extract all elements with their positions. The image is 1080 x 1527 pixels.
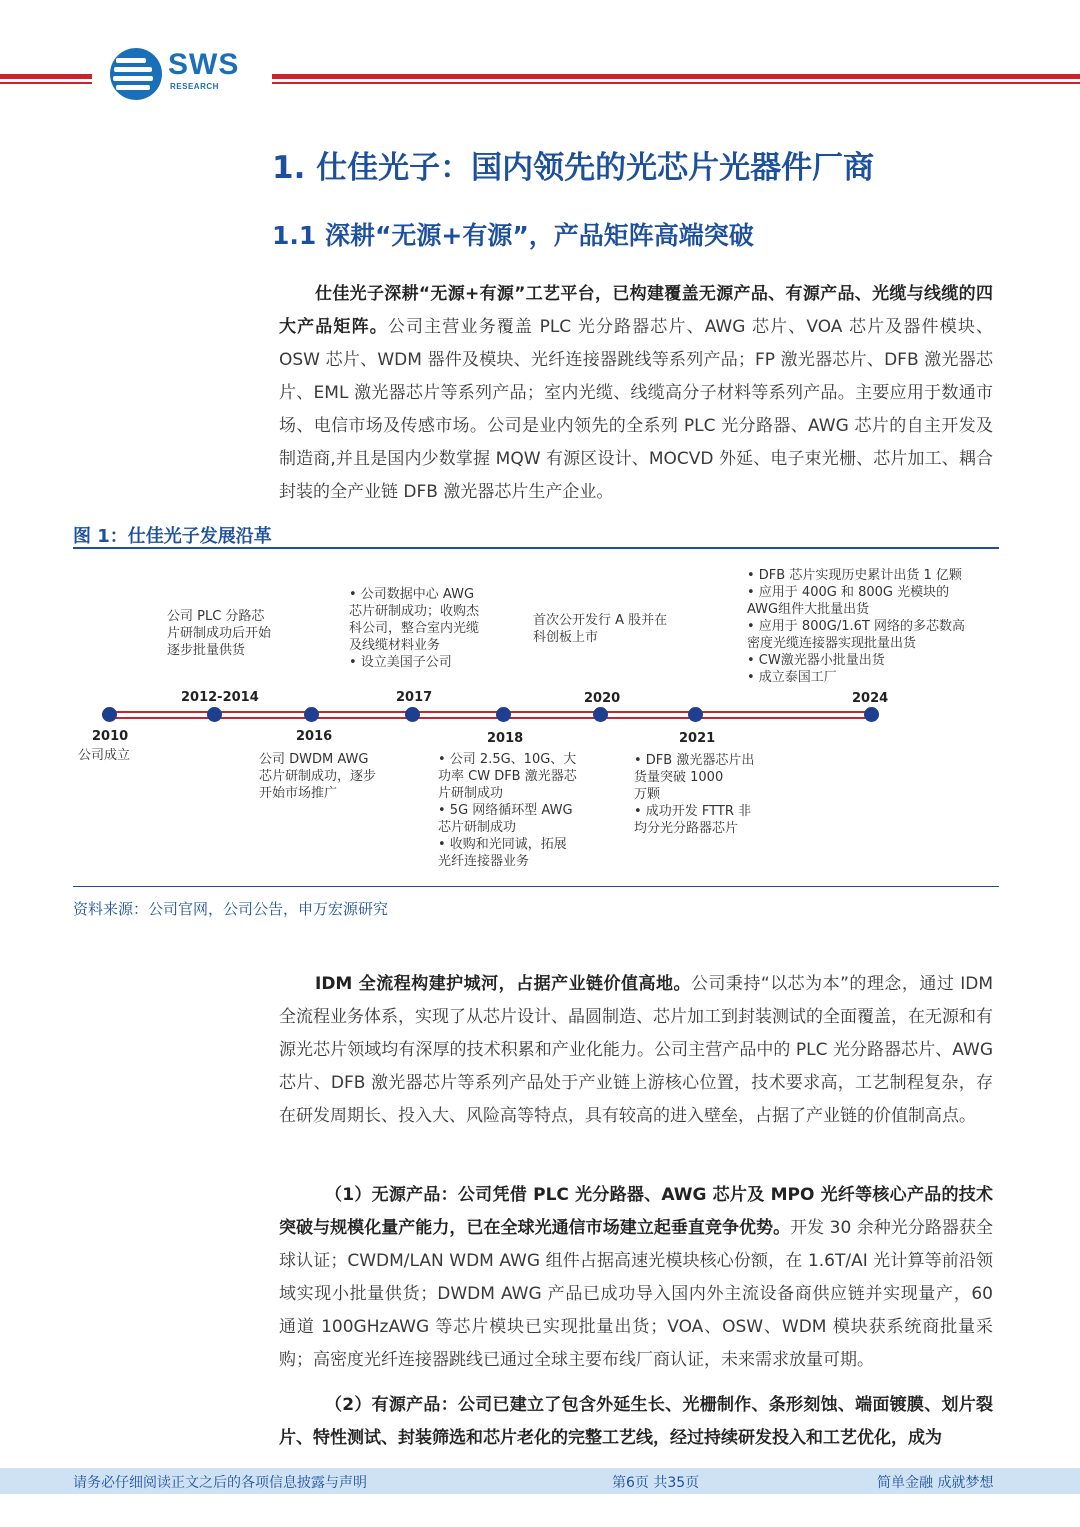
timeline-dot-2012-2014 — [207, 707, 222, 722]
timeline-axis — [108, 711, 874, 713]
footer-slogan: 简单金融 成就梦想 — [877, 1475, 994, 1491]
timeline-year: 2021 — [679, 731, 716, 746]
header-rule-right — [272, 74, 1080, 79]
paragraph-2 — [279, 968, 993, 1133]
paragraph-3-lead: （1）无源产品：公司凭借 PLC 光分路器、AWG 芯片及 MPO 光纤等核心产品的技术突破与规模化量产能力，已在全球光通信市场建立起垂直竞争优势。 — [279, 1185, 993, 1238]
figure-title: 图 1：仕佳光子发展沿革 — [73, 526, 272, 547]
timeline-event-2018: • 公司 2.5G、10G、大 功率 CW DFB 激光器芯 片研制成功 • 5G 网络循环型 AWG 芯片研制成功 • 收购和光同诚，拓展 光纤连接器业务 — [438, 752, 577, 869]
figure-bottom-rule — [73, 886, 999, 887]
timeline-year: 2016 — [296, 729, 333, 744]
paragraph-3 — [279, 1179, 993, 1377]
timeline-year: 2018 — [487, 731, 524, 746]
timeline-dot-2016 — [304, 707, 319, 722]
paragraph-4 — [279, 1389, 993, 1455]
logo-subtext: RESEARCH — [170, 82, 219, 91]
header-rule-left-thin — [0, 82, 92, 84]
paragraph-2-lead: IDM 全流程构建护城河，占据产业链价值高地。 — [315, 974, 691, 994]
logo-text: SWS — [168, 48, 240, 81]
page-number: 第6页 共35页 — [612, 1475, 700, 1491]
sws-logo — [110, 46, 250, 102]
header-rule-right-thin — [272, 82, 1080, 84]
figure-top-rule — [73, 547, 999, 549]
timeline-dot-2024 — [864, 707, 879, 722]
timeline-dot-2010 — [102, 707, 117, 722]
timeline-event-2017: • 公司数据中心 AWG 芯片研制成功；收购杰 科公司，整合室内光缆 及线缆材料业务 • 设立美国子公司 — [349, 587, 480, 670]
section-title: 1. 仕佳光子：国内领先的光芯片光器件厂商 — [272, 150, 875, 186]
paragraph-1-lead: 仕佳光子深耕“无源+有源”工艺平台，已构建覆盖无源产品、有源产品、光缆与线缆的四大产品矩阵。 — [279, 284, 993, 337]
timeline-year: 2020 — [584, 691, 621, 706]
timeline-dot-2018 — [496, 707, 511, 722]
timeline-dot-2020 — [593, 707, 608, 722]
timeline-dot-2021 — [688, 707, 703, 722]
paragraph-3-body: 开发 30 余种光分路器获全球认证；CWDM/LAN WDM AWG 组件占据高速光模块核心份额，在 1.6T/AI 光计算等前沿领域实现小批量供货；DWDM AWG 产品已成功导入国内外主流设备商供应链并实现量产，60 通道 100GHzAWG 等芯片模块已实现批量出货；VOA、OSW、WDM 模块获系统商批量采购；高密度光纤连接器跳线已通过全球主要布线厂商认证，未来需求放量可期。 — [279, 1218, 993, 1370]
paragraph-4-lead: （2）有源产品：公司已建立了包含外延生长、光栅制作、条形刻蚀、端面镀膜、划片裂片、特性测试、封装筛选和芯片老化的完整工艺线，经过持续研发投入和工艺优化，成为 — [279, 1395, 993, 1448]
timeline-event-2021: • DFB 激光器芯片出 货量突破 1000 万颗 • 成功开发 FTTR 非 均分光分路器芯片 — [634, 753, 755, 836]
paragraph-1-body: 公司主营业务覆盖 PLC 光分路器芯片、AWG 芯片、VOA 芯片及器件模块、OSW 芯片、WDM 器件及模块、光纤连接器跳线等系列产品；FP 激光器芯片、DFB 激光器芯片、EML 激光器芯片等系列产品；室内光缆、线缆高分子材料等系列产品。主要应用于数通市场、电信市场及传感市场。公司是业内领先的全系列 PLC 光分路器、AWG 芯片的自主开发及制造商,并且是国内少数掌握 MQW 有源区设计、MOCVD 外延、电子束光栅、芯片加工、耦合封装的全产业链 DFB 激光器芯片生产企业。 — [279, 317, 994, 502]
timeline-year: 2024 — [852, 691, 889, 706]
figure-source: 资料来源：公司官网，公司公告，申万宏源研究 — [73, 900, 389, 918]
paragraph-2-body: 公司秉持“以芯为本”的理念，通过 IDM 全流程业务体系，实现了从芯片设计、晶圆制造、芯片加工到封装测试的全面覆盖，在无源和有源光芯片领域均有深厚的技术积累和产业化能力。公司主营产品中的 PLC 光分路器芯片、AWG 芯片、DFB 激光器芯片等系列产品处于产业链上游核心位置，技术要求高，工艺制程复杂，存在研发周期长、投入大、风险高等特点，具有较高的进入壁垒，占据了产业链的价值制高点。 — [279, 974, 993, 1126]
paragraph-1 — [279, 278, 993, 509]
header-rule-left — [0, 74, 92, 79]
timeline-event-2012-2014: 公司 PLC 分路芯 片研制成功后开始 逐步批量供货 — [167, 609, 272, 658]
timeline-dot-2017 — [405, 707, 420, 722]
timeline-year: 2017 — [396, 690, 433, 705]
timeline-year: 2010 — [92, 729, 129, 744]
timeline-event-2010: 公司成立 — [78, 748, 131, 763]
timeline-axis-lower — [108, 717, 874, 719]
timeline-year: 2012-2014 — [181, 690, 259, 705]
subsection-title: 1.1 深耕“无源+有源”，产品矩阵高端突破 — [272, 221, 754, 250]
footer-disclaimer: 请务必仔细阅读正文之后的各项信息披露与声明 — [73, 1475, 367, 1491]
timeline-event-2024: • DFB 芯片实现历史累计出货 1 亿颗 • 应用于 400G 和 800G 光模块的 AWG组件大批量出货 • 应用于 800G/1.6T 网络的多芯数高 密度光缆连接器实现批量出货 • CW激光器小批量出货 • 成立泰国工厂 — [747, 568, 965, 685]
sws-logo-icon — [110, 48, 162, 100]
timeline-event-2020: 首次公开发行 A 股并在 科创板上市 — [533, 613, 668, 645]
timeline-event-2016: 公司 DWDM AWG 芯片研制成功，逐步 开始市场推广 — [259, 752, 377, 801]
